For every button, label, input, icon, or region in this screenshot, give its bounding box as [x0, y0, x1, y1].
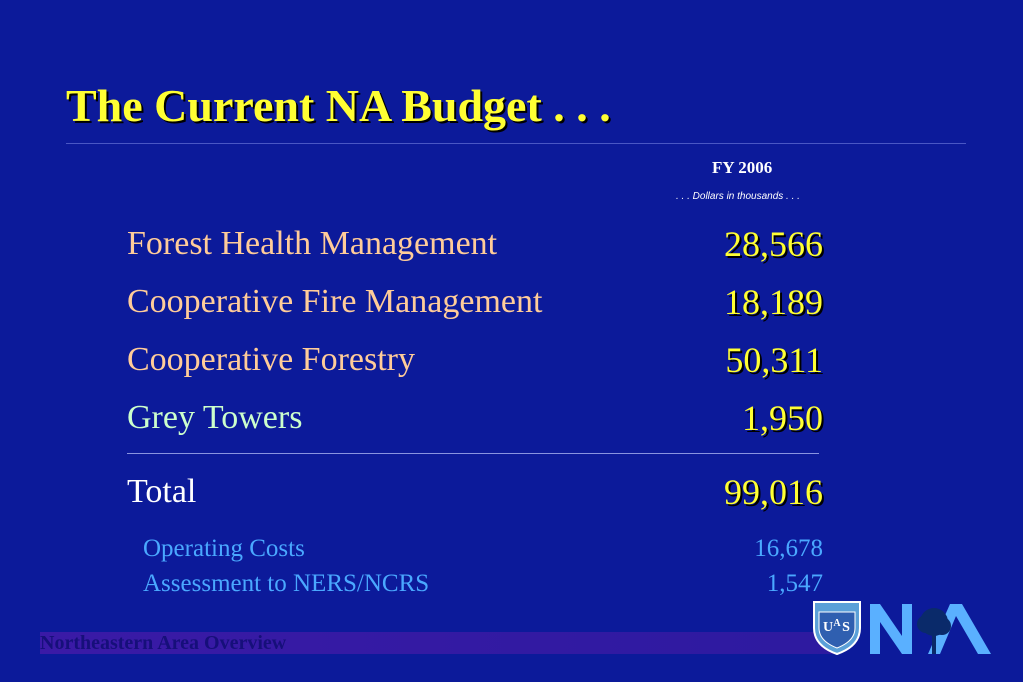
northeastern-area-logo — [868, 600, 993, 656]
budget-row-value: 18,189 — [724, 282, 823, 322]
budget-row-label: Cooperative Fire Management — [127, 283, 543, 320]
sub-row-label: Operating Costs — [143, 535, 305, 562]
svg-text:U: U — [822, 620, 834, 635]
budget-row-cooperative-forestry — [127, 338, 823, 382]
sub-row-value: 1,547 — [766, 570, 823, 597]
budget-row-label: Grey Towers — [127, 399, 303, 436]
total-divider — [127, 453, 819, 454]
title-divider — [66, 143, 966, 144]
footer-text: Northeastern Area Overview — [40, 632, 287, 654]
slide-title: The Current NA Budget . . . — [66, 80, 611, 131]
units-note: . . . Dollars in thousands . . . — [676, 191, 800, 202]
sub-row-label: Assessment to NERS/NCRS — [143, 570, 430, 597]
svg-text:A: A — [833, 618, 841, 629]
svg-text:S: S — [842, 620, 850, 635]
total-value: 99,016 — [724, 472, 823, 512]
forest-service-shield-logo — [808, 598, 866, 656]
sub-row-value: 16,678 — [754, 535, 823, 562]
total-label: Total — [127, 473, 197, 510]
budget-row-value: 28,566 — [724, 224, 823, 264]
budget-row-value: 50,311 — [725, 340, 823, 380]
budget-row-grey-towers — [127, 396, 823, 440]
budget-row-value: 1,950 — [742, 398, 823, 438]
budget-total-row — [127, 470, 823, 514]
column-header: FY 2006 — [712, 158, 773, 177]
budget-row-label: Forest Health Management — [127, 225, 498, 262]
sub-row-assessment — [143, 569, 823, 599]
budget-row-fire-management — [127, 280, 823, 324]
sub-row-operating-costs — [143, 534, 823, 564]
budget-row-label: Cooperative Forestry — [127, 341, 415, 378]
budget-row-forest-health — [127, 222, 823, 266]
